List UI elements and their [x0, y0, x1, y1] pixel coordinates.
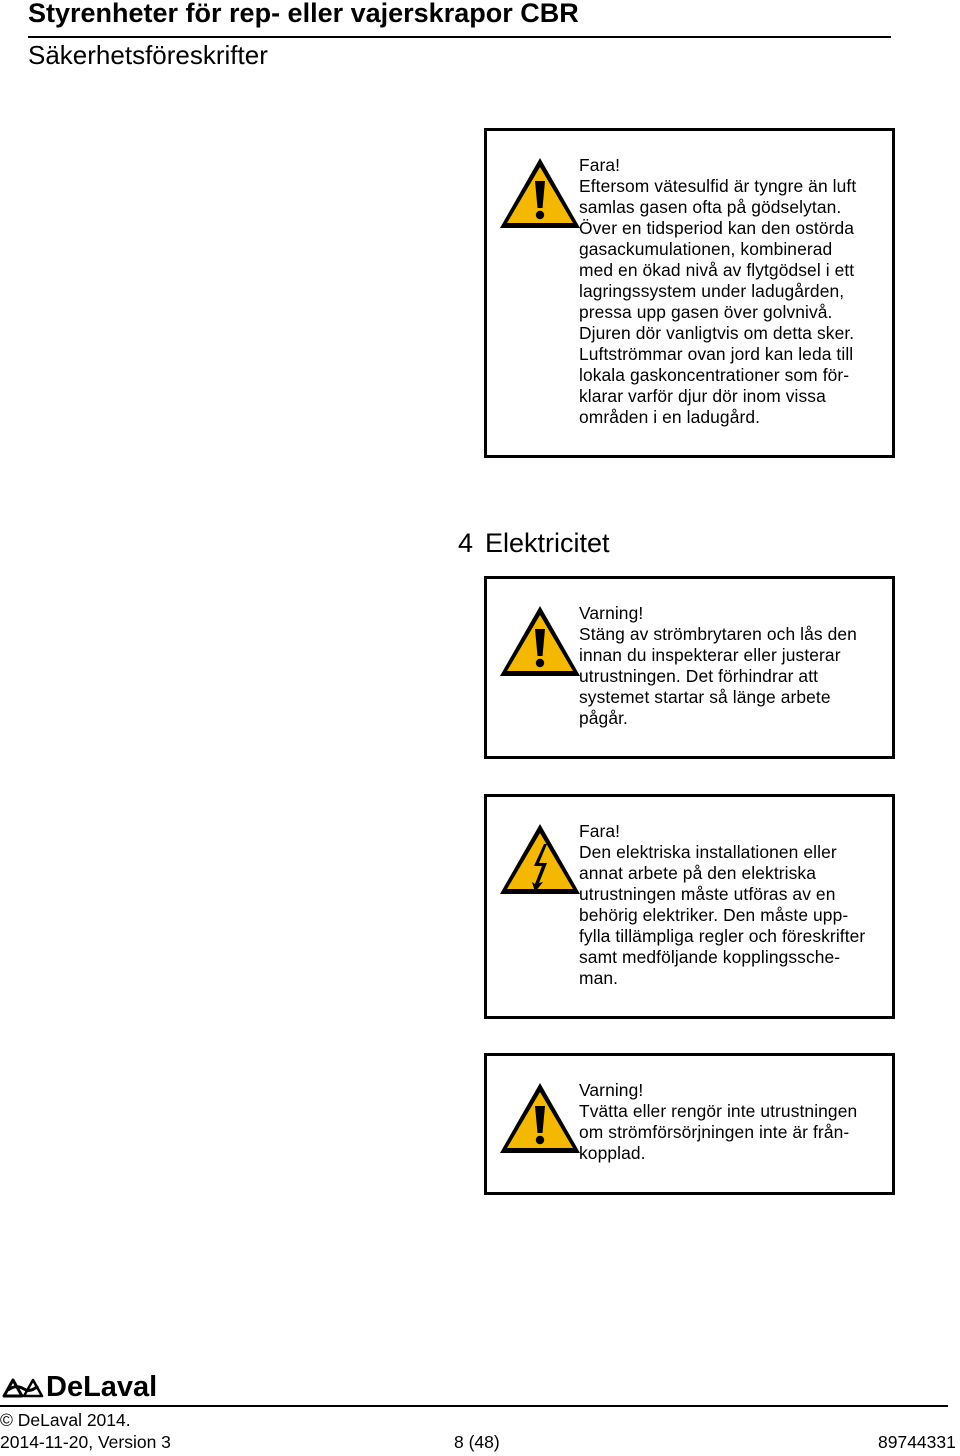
- notice-heading: Fara!: [579, 821, 621, 841]
- section-number: 4: [458, 528, 474, 558]
- footer-copyright: © DeLaval 2014.: [0, 1410, 131, 1430]
- footer-doc-number: 89744331: [878, 1432, 956, 1452]
- warning-exclamation-icon: [498, 604, 582, 678]
- notice-body: Eftersom vätesulfid är tyngre än luft samlas gasen ofta på gödselytan. Över en tidsperiod kan den ostörda gasackumulationen, kombinerad med en ökad nivå av flytgödsel i ett lagringssystem under ladugården, pressa upp gasen över golvnivå. Djuren dör vanligtvis om detta sker. Luftströmmar ovan jord kan leda till lokala gaskoncentrationer som för- klarar varför djur dör inom vissa områden i en ladugård.: [579, 176, 857, 427]
- footer-divider: [0, 1405, 948, 1407]
- document-title: Styrenheter för rep- eller vajerskrapor CBR: [28, 0, 579, 28]
- danger-notice-gas: [484, 128, 895, 458]
- notice-text: [579, 1080, 888, 1164]
- notice-text: [579, 603, 888, 729]
- notice-heading: Varning!: [579, 603, 644, 623]
- section-title: Elektricitet: [485, 528, 610, 558]
- warning-exclamation-icon: [498, 156, 582, 230]
- header-divider: [28, 36, 891, 38]
- footer-page-number: 8 (48): [454, 1432, 500, 1452]
- electrical-hazard-icon: [498, 822, 582, 896]
- svg-text:DeLaval: DeLaval: [46, 1371, 158, 1400]
- notice-text: [579, 155, 888, 428]
- notice-body: Tvätta eller rengör inte utrustningen om strömförsörjningen inte är från- kopplad.: [579, 1101, 858, 1163]
- notice-heading: Fara!: [579, 155, 621, 175]
- notice-body: Stäng av strömbrytaren och lås den innan du inspekterar eller justerar utrustningen. Det förhindrar att systemet startar så länge arbete pågår.: [579, 624, 857, 728]
- notice-text: [579, 821, 888, 989]
- delaval-logo-icon: [2, 1366, 162, 1400]
- notice-heading: Varning!: [579, 1080, 644, 1100]
- warning-notice-cleaning: [484, 1053, 895, 1195]
- notice-body: Den elektriska installationen eller annat arbete på den elektriska utrustningen måste utföras av en behörig elektriker. Den måste upp- fylla tillämpliga regler och föreskrifter samt medföljande kopplingssche- man.: [579, 842, 866, 988]
- section-heading: [458, 528, 610, 559]
- warning-notice-power-off: [484, 576, 895, 759]
- danger-notice-electrical: [484, 794, 895, 1019]
- warning-exclamation-icon: [498, 1081, 582, 1155]
- document-subtitle: Säkerhetsföreskrifter: [28, 40, 268, 70]
- footer-date-version: 2014-11-20, Version 3: [0, 1432, 171, 1452]
